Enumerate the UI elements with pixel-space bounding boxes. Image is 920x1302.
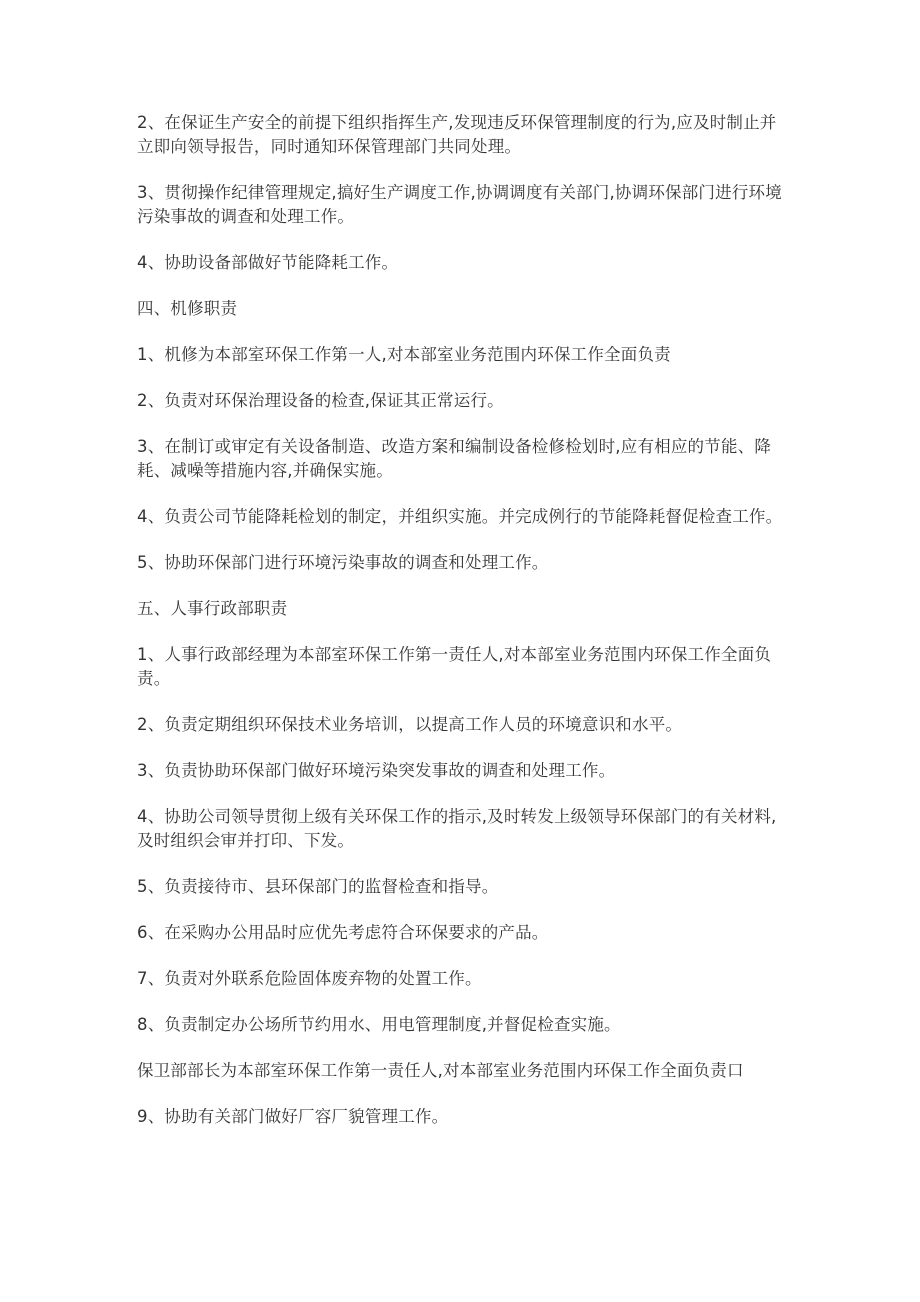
paragraph-hr-4: 4、协助公司领导贯彻上级有关环保工作的指示,及时转发上级领导环保部门的有关材料,及时组织会审并打印、下发。 (137, 807, 777, 850)
paragraph-hr-5: 5、负责接待市、县环保部门的监督检查和指导。 (137, 877, 499, 896)
paragraph-dispatch-3: 3、贯彻操作纪律管理规定,搞好生产调度工作,协调调度有关部门,协调环保部门进行环境污染事故的调查和处理工作。 (137, 183, 782, 226)
paragraph-dispatch-4: 4、协助设备部做好节能降耗工作。 (137, 253, 399, 272)
paragraph-hr-8: 8、负责制定办公场所节约用水、用电管理制度,并督促检查实施。 (137, 1015, 621, 1034)
paragraph-maintenance-1: 1、机修为本部室环保工作第一人,对本部室业务范围内环保工作全面负责 (137, 345, 671, 364)
section-heading-maintenance: 四、机修职责 (137, 299, 238, 318)
paragraph-security-head: 保卫部部长为本部室环保工作第一责任人,对本部室业务范围内环保工作全面负责口 (137, 1061, 744, 1080)
paragraph-maintenance-5: 5、协助环保部门进行环境污染事故的调查和处理工作。 (137, 553, 549, 572)
paragraph-dispatch-2: 2、在保证生产安全的前提下组织指挥生产,发现违反环保管理制度的行为,应及时制止并立即向领导报告，同时通知环保管理部门共同处理。 (137, 113, 777, 156)
paragraph-hr-3: 3、负责协助环保部门做好环境污染突发事故的调查和处理工作。 (137, 761, 616, 780)
paragraph-maintenance-4: 4、负责公司节能降耗检划的制定，并组织实施。并完成例行的节能降耗督促检查工作。 (137, 507, 783, 526)
section-heading-hr-admin: 五、人事行政部职责 (137, 599, 288, 618)
paragraph-hr-6: 6、在采购办公用品时应优先考虑符合环保要求的产品。 (137, 923, 549, 942)
document-body (137, 111, 792, 1151)
paragraph-maintenance-2: 2、负责对环保治理设备的检查,保证其正常运行。 (137, 391, 504, 410)
paragraph-hr-7: 7、负责对外联系危险固体废弃物的处置工作。 (137, 969, 482, 988)
paragraph-maintenance-3: 3、在制订或审定有关设备制造、改造方案和编制设备检修检划时,应有相应的节能、降耗、减噪等措施内容,并确保实施。 (137, 437, 772, 480)
paragraph-hr-9: 9、协助有关部门做好厂容厂貌管理工作。 (137, 1107, 449, 1126)
paragraph-hr-2: 2、负责定期组织环保技术业务培训，以提高工作人员的环境意识和水平。 (137, 715, 683, 734)
paragraph-hr-1: 1、人事行政部经理为本部室环保工作第一责任人,对本部室业务范围内环保工作全面负责。 (137, 645, 772, 688)
